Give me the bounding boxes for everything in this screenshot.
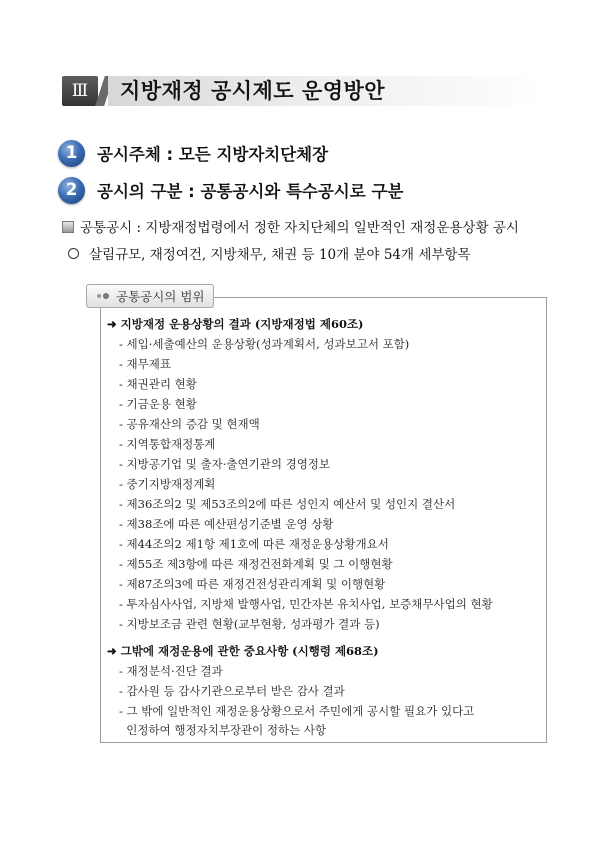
circle-bullet-icon (68, 248, 79, 259)
box-tab-label: 공통공시의 범위 (116, 289, 205, 304)
dots-icon (97, 293, 111, 299)
chapter-title: 지방재정 공시제도 운영방안 (120, 79, 386, 103)
section-1-title: ➜ 지방재정 운용상황의 결과 (지방재정법 제60조) (107, 317, 364, 331)
list-item: - 지방보조금 관련 현황(교부현황, 성과평가 결과 등) (119, 617, 380, 631)
list-item: - 채권관리 현황 (119, 377, 197, 391)
section-2-title: ➜ 그밖에 재정운용에 관한 중요사항 (시행령 제68조) (107, 644, 379, 658)
heading-1-text: 공시주체 : 모든 지방자치단체장 (97, 145, 329, 164)
list-item: - 감사원 등 감사기관으로부터 받은 감사 결과 (119, 684, 345, 698)
list-item: - 제55조 제3항에 따른 재정건전화계획 및 그 이행현황 (119, 557, 393, 571)
chapter-number: Ⅲ (62, 76, 98, 106)
list-item: - 지방공기업 및 출자·출연기관의 경영정보 (119, 457, 331, 471)
list-item: - 그 밖에 일반적인 재정운용상황으로서 주민에게 공시할 필요가 있다고 (119, 704, 475, 718)
list-item: - 공유재산의 증감 및 현재액 (119, 417, 260, 431)
chapter-header (62, 72, 546, 110)
heading-2-text: 공시의 구분 : 공통공시와 특수공시로 구분 (97, 182, 404, 201)
list-item: - 중기지방재정계획 (119, 477, 216, 491)
list-item: - 투자심사사업, 지방채 발행사업, 민간자본 유치사업, 보증채무사업의 현황 (119, 597, 493, 611)
list-item: - 제36조의2 및 제53조의2에 따른 성인지 예산서 및 성인지 결산서 (119, 497, 456, 511)
number-ball-icon: 1 (58, 140, 85, 167)
summary-bullet-2 (68, 243, 471, 263)
heading-1 (58, 138, 328, 168)
list-item: - 제38조에 따른 예산편성기준별 운영 상황 (119, 517, 334, 531)
list-item: - 기금운용 현황 (119, 397, 197, 411)
box-tab (86, 284, 214, 308)
heading-2 (58, 175, 403, 205)
list-item: - 제87조의3에 따른 재정건전성관리계획 및 이행현황 (119, 577, 386, 591)
list-item: - 재정분석·진단 결과 (119, 664, 223, 678)
list-item: - 재무제표 (119, 357, 171, 371)
list-item: 인정하여 행정자치부장관이 정하는 사항 (119, 723, 327, 737)
summary-bullet-1 (62, 216, 519, 236)
list-item: - 제44조의2 제1항 제1호에 따른 재정운용상황개요서 (119, 537, 389, 551)
summary-bullet-1-text: 공통공시 : 지방재정법령에서 정한 자치단체의 일반적인 재정운용상황 공시 (80, 220, 519, 236)
summary-bullet-2-text: 살림규모, 재정여건, 지방채무, 채권 등 10개 분야 54개 세부항목 (89, 247, 471, 263)
square-bullet-icon (62, 221, 74, 233)
list-item: - 지역통합재정통계 (119, 437, 216, 451)
number-ball-icon: 2 (58, 177, 85, 204)
list-item: - 세입·세출예산의 운용상황(성과계획서, 성과보고서 포함) (119, 337, 410, 351)
